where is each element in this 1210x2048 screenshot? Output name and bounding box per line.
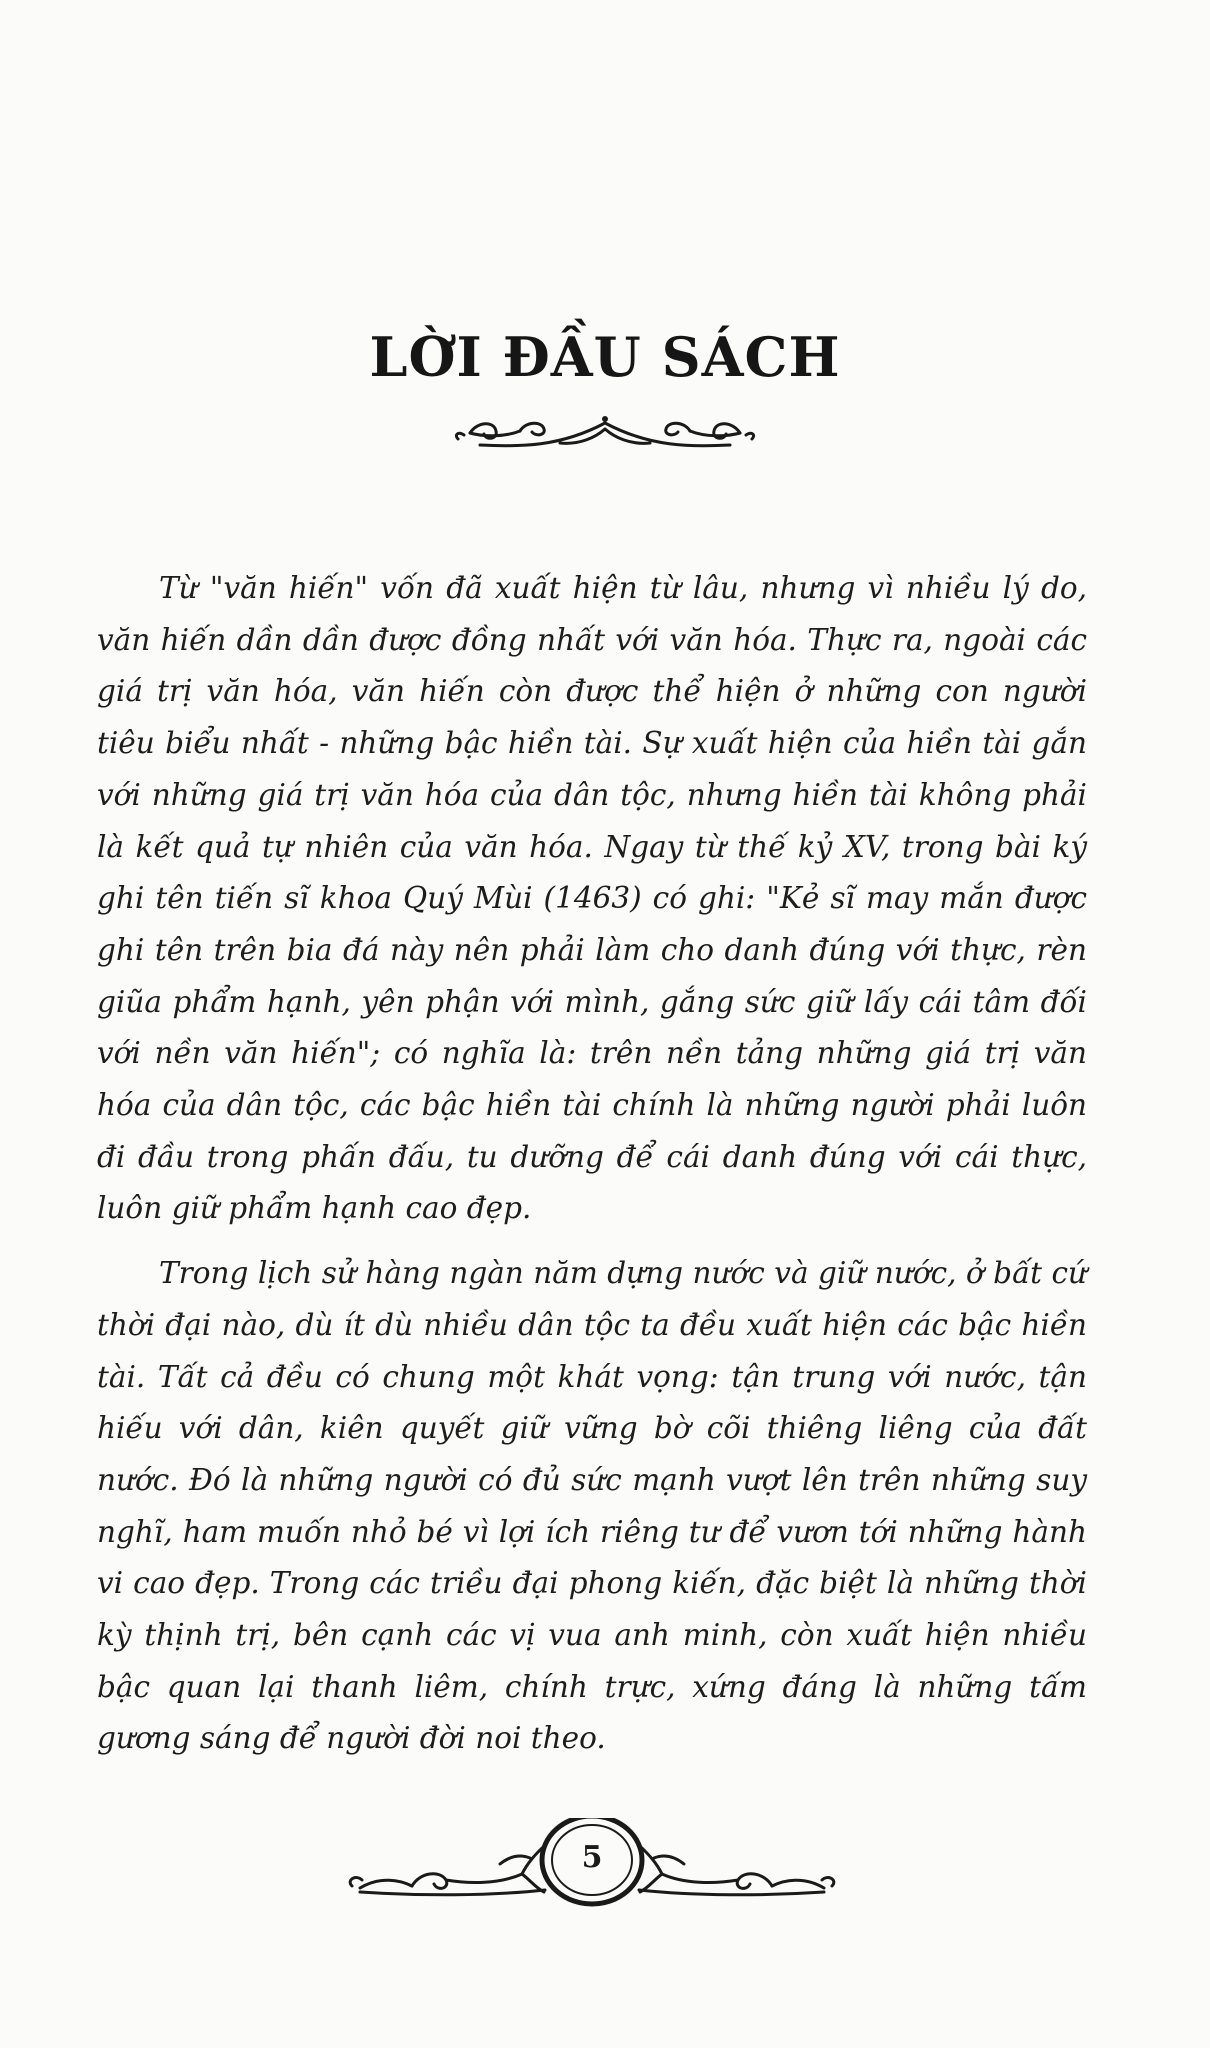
paragraph-1: Từ "văn hiến" vốn đã xuất hiện từ lâu, nhưng vì nhiều lý do, văn hiến dần dần được đồng nhất với văn hóa. Thực ra, ngoài các giá trị văn hóa, văn hiến còn được thể hiện ở những con người tiêu biểu nhất - những bậc hiền tài. Sự xuất hiện của hiền tài gắn với những giá trị văn hóa của dân tộc, nhưng hiền tài không phải là kết quả tự nhiên của văn hóa. Ngay từ thế kỷ XV, trong bài ký ghi tên tiến sĩ khoa Quý Mùi (1463) có ghi: "Kẻ sĩ may mắn được ghi tên trên bia đá này nên phải làm cho danh đúng với thực, rèn giũa phẩm hạnh, yên phận với mình, gắng sức giữ lấy cái tâm đối với nền văn hiến"; có nghĩa là: trên nền tảng những giá trị văn hóa của dân tộc, các bậc hiền tài chính là những người phải luôn đi đầu trong phấn đấu, tu dưỡng để cái danh đúng với cái thực, luôn giữ phẩm hạnh cao đẹp. — [97, 571, 1087, 1226]
page-title: LỜI ĐẦU SÁCH — [369, 325, 841, 389]
paragraph-2: Trong lịch sử hàng ngàn năm dựng nước và giữ nước, ở bất cứ thời đại nào, dù ít dù nhiều dân tộc ta đều xuất hiện các bậc hiền tài. Tất cả đều có chung một khát vọng: tận trung với nước, tận hiếu với dân, kiên quyết giữ vững bờ cõi thiêng liêng của đất nước. Đó là những người có đủ sức mạnh vượt lên trên những suy nghĩ, ham muốn nhỏ bé vì lợi ích riêng tư để vươn tới những hành vi cao đẹp. Trong các triều đại phong kiến, đặc biệt là những thời kỳ thịnh trị, bên cạnh các vị vua anh minh, còn xuất hiện nhiều bậc quan lại thanh liêm, chính trực, xứng đáng là những tấm gương sáng để người đời noi theo. — [97, 1256, 1087, 1756]
title-divider-ornament — [0, 407, 1210, 467]
page-number: 5 — [581, 1840, 603, 1875]
body-text — [97, 563, 1087, 1765]
